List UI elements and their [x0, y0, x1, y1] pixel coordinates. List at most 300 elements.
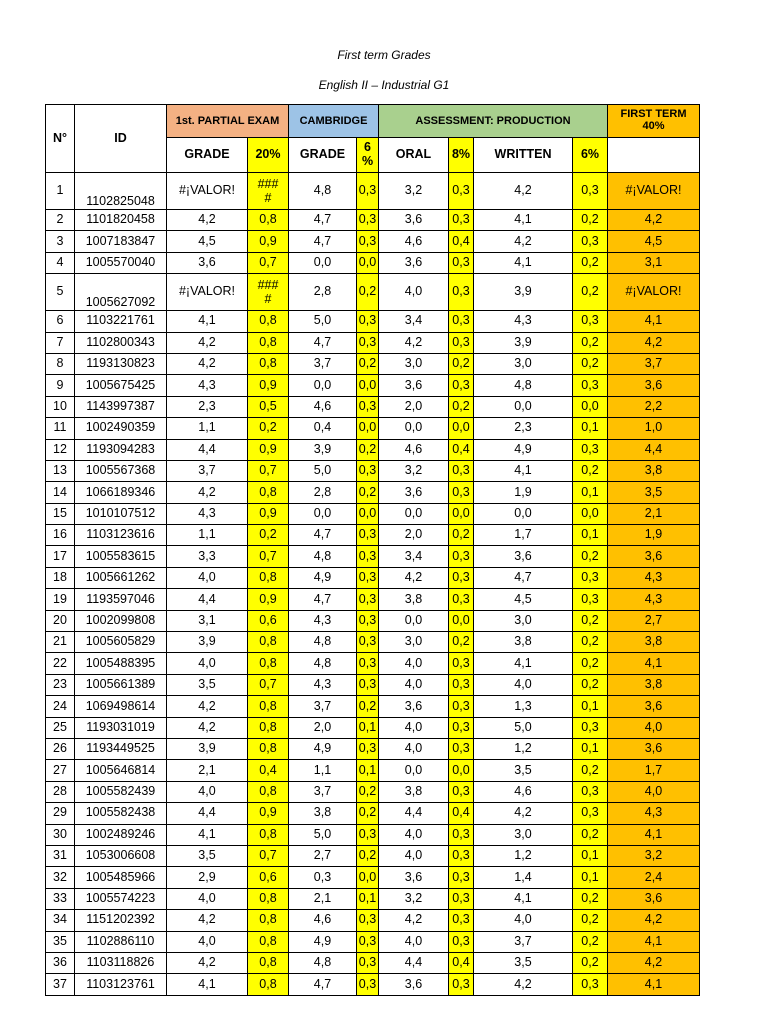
first-term-grade: 1,7: [608, 760, 700, 781]
oral-weighted: 0,3: [449, 738, 474, 759]
partial-grade: 2,9: [167, 867, 248, 888]
first-term-grade: 4,1: [608, 653, 700, 674]
written-grade: 1,2: [474, 738, 573, 759]
cambridge-grade: 0,0: [289, 375, 357, 396]
oral-weighted: 0,3: [449, 781, 474, 802]
written-weighted: 0,2: [573, 952, 608, 973]
written-weighted: 0,2: [573, 674, 608, 695]
row-number: 20: [46, 610, 75, 631]
cambridge-grade: 4,7: [289, 231, 357, 252]
cambridge-grade: 2,7: [289, 845, 357, 866]
first-term-grade: 3,6: [608, 696, 700, 717]
table-row: [46, 696, 700, 717]
student-id: 1005485966: [75, 867, 167, 888]
oral-grade: 4,0: [379, 931, 449, 952]
first-term-grade: 4,2: [608, 210, 700, 231]
student-id: 1103221761: [75, 311, 167, 332]
cambridge-grade: 5,0: [289, 824, 357, 845]
written-weighted: 0,1: [573, 696, 608, 717]
oral-grade: 3,6: [379, 210, 449, 231]
oral-weighted: 0,2: [449, 632, 474, 653]
header-id: ID: [75, 105, 167, 173]
cambridge-grade: 4,8: [289, 952, 357, 973]
table-row: [46, 353, 700, 374]
oral-grade: 3,2: [379, 888, 449, 909]
cambridge-weighted: 0,3: [357, 546, 379, 567]
header-oral: ORAL: [379, 138, 449, 173]
partial-grade: 4,2: [167, 210, 248, 231]
oral-grade: 4,0: [379, 674, 449, 695]
partial-weighted: 0,8: [248, 353, 289, 374]
partial-grade: 4,2: [167, 717, 248, 738]
written-weighted: 0,3: [573, 803, 608, 824]
partial-weighted: ### #: [248, 274, 289, 311]
oral-grade: 3,2: [379, 173, 449, 210]
student-id: 1102825048: [75, 173, 167, 210]
row-number: 26: [46, 738, 75, 759]
partial-grade: 1,1: [167, 525, 248, 546]
cambridge-weighted: 0,3: [357, 610, 379, 631]
oral-grade: 0,0: [379, 418, 449, 439]
written-grade: 3,9: [474, 332, 573, 353]
written-weighted: 0,1: [573, 867, 608, 888]
grades-table: [45, 104, 700, 996]
cambridge-weighted: 0,3: [357, 632, 379, 653]
student-id: 1005661389: [75, 674, 167, 695]
cambridge-weighted: 0,2: [357, 845, 379, 866]
oral-grade: 3,0: [379, 353, 449, 374]
table-row: [46, 525, 700, 546]
oral-weighted: 0,0: [449, 610, 474, 631]
partial-weighted: 0,7: [248, 460, 289, 481]
student-id: 1005582438: [75, 803, 167, 824]
oral-weighted: 0,3: [449, 845, 474, 866]
written-weighted: 0,2: [573, 910, 608, 931]
student-id: 1005488395: [75, 653, 167, 674]
first-term-grade: 2,2: [608, 396, 700, 417]
partial-weighted: 0,9: [248, 231, 289, 252]
partial-grade: 4,3: [167, 375, 248, 396]
student-id: 1005583615: [75, 546, 167, 567]
partial-weighted: 0,2: [248, 525, 289, 546]
written-grade: 4,1: [474, 460, 573, 481]
cambridge-weighted: 0,3: [357, 824, 379, 845]
written-weighted: 0,2: [573, 931, 608, 952]
partial-grade: 4,3: [167, 503, 248, 524]
student-id: 1005675425: [75, 375, 167, 396]
written-weighted: 0,3: [573, 231, 608, 252]
oral-weighted: 0,3: [449, 867, 474, 888]
cambridge-weighted: 0,3: [357, 332, 379, 353]
cambridge-grade: 5,0: [289, 311, 357, 332]
first-term-grade: 4,2: [608, 910, 700, 931]
row-number: 33: [46, 888, 75, 909]
partial-grade: 3,5: [167, 674, 248, 695]
header-grade: GRADE: [167, 138, 248, 173]
written-weighted: 0,3: [573, 375, 608, 396]
partial-weighted: ### #: [248, 173, 289, 210]
cambridge-grade: 0,0: [289, 503, 357, 524]
row-number: 1: [46, 173, 75, 210]
oral-grade: 4,2: [379, 567, 449, 588]
partial-grade: 4,5: [167, 231, 248, 252]
cambridge-weighted: 0,3: [357, 589, 379, 610]
table-row: [46, 274, 700, 311]
oral-weighted: 0,3: [449, 974, 474, 995]
row-number: 9: [46, 375, 75, 396]
row-number: 30: [46, 824, 75, 845]
oral-grade: 2,0: [379, 525, 449, 546]
partial-weighted: 0,2: [248, 418, 289, 439]
header-cambridge: CAMBRIDGE: [289, 105, 379, 138]
table-row: [46, 567, 700, 588]
cambridge-weighted: 0,3: [357, 931, 379, 952]
cambridge-weighted: 0,3: [357, 974, 379, 995]
written-grade: 0,0: [474, 396, 573, 417]
partial-weighted: 0,8: [248, 311, 289, 332]
partial-weighted: 0,7: [248, 845, 289, 866]
row-number: 7: [46, 332, 75, 353]
student-id: 1103123616: [75, 525, 167, 546]
cambridge-grade: 4,8: [289, 546, 357, 567]
page-subtitle: English II – Industrial G1: [318, 78, 450, 92]
table-row: [46, 503, 700, 524]
table-row: [46, 674, 700, 695]
row-number: 10: [46, 396, 75, 417]
first-term-grade: 4,3: [608, 567, 700, 588]
partial-weighted: 0,9: [248, 375, 289, 396]
student-id: 1002490359: [75, 418, 167, 439]
written-grade: 4,1: [474, 653, 573, 674]
partial-weighted: 0,8: [248, 632, 289, 653]
row-number: 29: [46, 803, 75, 824]
student-id: 1193130823: [75, 353, 167, 374]
written-weighted: 0,1: [573, 418, 608, 439]
cambridge-grade: 2,1: [289, 888, 357, 909]
first-term-grade: 2,1: [608, 503, 700, 524]
partial-grade: 4,1: [167, 974, 248, 995]
cambridge-grade: 4,9: [289, 931, 357, 952]
first-term-grade: 4,5: [608, 231, 700, 252]
first-term-grade: 3,2: [608, 845, 700, 866]
first-term-grade: 2,7: [608, 610, 700, 631]
first-term-grade: 2,4: [608, 867, 700, 888]
cambridge-weighted: 0,2: [357, 781, 379, 802]
student-id: 1005567368: [75, 460, 167, 481]
cambridge-weighted: 0,3: [357, 910, 379, 931]
first-term-grade: 4,1: [608, 311, 700, 332]
page-title: First term Grades: [337, 48, 431, 62]
partial-grade: 4,4: [167, 439, 248, 460]
header-first-term: FIRST TERM 40%: [608, 105, 700, 138]
oral-weighted: 0,3: [449, 460, 474, 481]
written-weighted: 0,2: [573, 460, 608, 481]
oral-weighted: 0,4: [449, 439, 474, 460]
partial-grade: 4,2: [167, 353, 248, 374]
partial-grade: 4,0: [167, 931, 248, 952]
partial-weighted: 0,9: [248, 503, 289, 524]
written-grade: 5,0: [474, 717, 573, 738]
cambridge-weighted: 0,3: [357, 396, 379, 417]
row-number: 19: [46, 589, 75, 610]
written-grade: 4,1: [474, 252, 573, 273]
oral-weighted: 0,3: [449, 717, 474, 738]
cambridge-weighted: 0,0: [357, 503, 379, 524]
written-grade: 4,2: [474, 173, 573, 210]
first-term-grade: 4,2: [608, 952, 700, 973]
cambridge-weighted: 0,2: [357, 353, 379, 374]
header-pct-6: 6 %: [357, 138, 379, 173]
row-number: 23: [46, 674, 75, 695]
written-grade: 3,0: [474, 824, 573, 845]
written-grade: 3,5: [474, 952, 573, 973]
oral-grade: 3,6: [379, 375, 449, 396]
partial-weighted: 0,8: [248, 482, 289, 503]
row-number: 24: [46, 696, 75, 717]
cambridge-weighted: 0,2: [357, 696, 379, 717]
row-number: 34: [46, 910, 75, 931]
written-grade: 3,7: [474, 931, 573, 952]
oral-grade: 3,8: [379, 781, 449, 802]
written-weighted: 0,2: [573, 252, 608, 273]
row-number: 27: [46, 760, 75, 781]
student-id: 1005646814: [75, 760, 167, 781]
oral-grade: 4,4: [379, 952, 449, 973]
cambridge-grade: 3,7: [289, 781, 357, 802]
student-id: 1002489246: [75, 824, 167, 845]
row-number: 17: [46, 546, 75, 567]
partial-weighted: 0,8: [248, 781, 289, 802]
partial-weighted: 0,8: [248, 824, 289, 845]
partial-grade: 4,2: [167, 332, 248, 353]
table-row: [46, 396, 700, 417]
partial-grade: 2,3: [167, 396, 248, 417]
partial-weighted: 0,8: [248, 696, 289, 717]
row-number: 16: [46, 525, 75, 546]
partial-weighted: 0,9: [248, 803, 289, 824]
row-number: 15: [46, 503, 75, 524]
cambridge-grade: 4,9: [289, 738, 357, 759]
written-grade: 1,2: [474, 845, 573, 866]
cambridge-weighted: 0,3: [357, 525, 379, 546]
cambridge-grade: 3,7: [289, 353, 357, 374]
row-number: 4: [46, 252, 75, 273]
table-row: [46, 610, 700, 631]
cambridge-grade: 5,0: [289, 460, 357, 481]
partial-grade: 4,4: [167, 589, 248, 610]
partial-grade: 4,1: [167, 824, 248, 845]
written-grade: 3,5: [474, 760, 573, 781]
oral-grade: 2,0: [379, 396, 449, 417]
row-number: 3: [46, 231, 75, 252]
first-term-grade: 3,6: [608, 546, 700, 567]
oral-weighted: 0,3: [449, 931, 474, 952]
oral-grade: 0,0: [379, 503, 449, 524]
student-id: 1193031019: [75, 717, 167, 738]
cambridge-weighted: 0,3: [357, 460, 379, 481]
oral-weighted: 0,3: [449, 546, 474, 567]
partial-grade: 1,1: [167, 418, 248, 439]
partial-weighted: 0,7: [248, 674, 289, 695]
student-id: 1005605829: [75, 632, 167, 653]
written-weighted: 0,2: [573, 210, 608, 231]
written-grade: 4,6: [474, 781, 573, 802]
partial-weighted: 0,9: [248, 439, 289, 460]
cambridge-grade: 4,3: [289, 674, 357, 695]
oral-weighted: 0,2: [449, 525, 474, 546]
written-weighted: 0,3: [573, 173, 608, 210]
table-row: [46, 738, 700, 759]
table-row: [46, 952, 700, 973]
written-weighted: 0,2: [573, 274, 608, 311]
student-id: 1102886110: [75, 931, 167, 952]
row-number: 13: [46, 460, 75, 481]
written-grade: 1,7: [474, 525, 573, 546]
first-term-grade: 4,0: [608, 717, 700, 738]
oral-weighted: 0,4: [449, 803, 474, 824]
cambridge-weighted: 0,2: [357, 803, 379, 824]
first-term-grade: 4,0: [608, 781, 700, 802]
row-number: 6: [46, 311, 75, 332]
written-weighted: 0,1: [573, 845, 608, 866]
student-id: 1193597046: [75, 589, 167, 610]
oral-weighted: 0,3: [449, 311, 474, 332]
partial-weighted: 0,8: [248, 931, 289, 952]
oral-grade: 0,0: [379, 760, 449, 781]
oral-grade: 3,6: [379, 974, 449, 995]
written-grade: 4,5: [474, 589, 573, 610]
header-cambridge-grade: GRADE: [289, 138, 357, 173]
cambridge-grade: 2,0: [289, 717, 357, 738]
table-row: [46, 311, 700, 332]
cambridge-grade: 0,3: [289, 867, 357, 888]
partial-weighted: 0,8: [248, 210, 289, 231]
header-pct-6b: 6%: [573, 138, 608, 173]
cambridge-grade: 0,4: [289, 418, 357, 439]
oral-grade: 3,6: [379, 867, 449, 888]
partial-grade: 4,2: [167, 952, 248, 973]
first-term-grade: 4,1: [608, 931, 700, 952]
oral-weighted: 0,3: [449, 567, 474, 588]
first-term-grade: 3,8: [608, 674, 700, 695]
written-weighted: 0,3: [573, 717, 608, 738]
written-weighted: 0,2: [573, 353, 608, 374]
first-term-grade: 3,7: [608, 353, 700, 374]
cambridge-weighted: 0,3: [357, 952, 379, 973]
written-weighted: 0,3: [573, 781, 608, 802]
table-row: [46, 781, 700, 802]
student-id: 1103118826: [75, 952, 167, 973]
written-grade: 1,9: [474, 482, 573, 503]
cambridge-grade: 4,8: [289, 632, 357, 653]
cambridge-grade: 2,8: [289, 482, 357, 503]
student-id: 1005570040: [75, 252, 167, 273]
partial-grade: 4,1: [167, 311, 248, 332]
cambridge-weighted: 0,2: [357, 482, 379, 503]
partial-weighted: 0,8: [248, 952, 289, 973]
written-grade: 4,9: [474, 439, 573, 460]
cambridge-weighted: 0,3: [357, 738, 379, 759]
oral-weighted: 0,3: [449, 653, 474, 674]
cambridge-grade: 3,7: [289, 696, 357, 717]
written-weighted: 0,1: [573, 482, 608, 503]
table-row: [46, 845, 700, 866]
first-term-grade: 4,4: [608, 439, 700, 460]
written-weighted: 0,3: [573, 311, 608, 332]
partial-weighted: 0,8: [248, 738, 289, 759]
first-term-grade: 3,8: [608, 632, 700, 653]
oral-grade: 4,6: [379, 231, 449, 252]
cambridge-weighted: 0,0: [357, 867, 379, 888]
partial-weighted: 0,6: [248, 610, 289, 631]
cambridge-grade: 4,7: [289, 589, 357, 610]
cambridge-weighted: 0,1: [357, 717, 379, 738]
partial-grade: 4,0: [167, 567, 248, 588]
first-term-grade: 3,5: [608, 482, 700, 503]
row-number: 36: [46, 952, 75, 973]
written-grade: 4,3: [474, 311, 573, 332]
oral-weighted: 0,0: [449, 503, 474, 524]
written-grade: 3,6: [474, 546, 573, 567]
partial-weighted: 0,6: [248, 867, 289, 888]
cambridge-grade: 4,7: [289, 332, 357, 353]
written-grade: 3,8: [474, 632, 573, 653]
cambridge-grade: 1,1: [289, 760, 357, 781]
table-row: [46, 632, 700, 653]
cambridge-grade: 4,9: [289, 567, 357, 588]
student-id: 1005661262: [75, 567, 167, 588]
oral-weighted: 0,3: [449, 173, 474, 210]
oral-grade: 4,0: [379, 717, 449, 738]
cambridge-weighted: 0,2: [357, 274, 379, 311]
cambridge-weighted: 0,3: [357, 231, 379, 252]
cambridge-weighted: 0,3: [357, 674, 379, 695]
oral-grade: 4,2: [379, 332, 449, 353]
partial-grade: 4,0: [167, 653, 248, 674]
partial-weighted: 0,8: [248, 332, 289, 353]
cambridge-weighted: 0,0: [357, 252, 379, 273]
partial-grade: 3,5: [167, 845, 248, 866]
table-row: [46, 231, 700, 252]
row-number: 37: [46, 974, 75, 995]
student-id: 1103123761: [75, 974, 167, 995]
oral-weighted: 0,4: [449, 952, 474, 973]
written-grade: 4,8: [474, 375, 573, 396]
header-empty: [608, 138, 700, 173]
oral-weighted: 0,3: [449, 824, 474, 845]
table-row: [46, 173, 700, 210]
cambridge-grade: 4,7: [289, 974, 357, 995]
row-number: 5: [46, 274, 75, 311]
partial-grade: 4,0: [167, 888, 248, 909]
student-id: 1005582439: [75, 781, 167, 802]
oral-weighted: 0,0: [449, 418, 474, 439]
partial-grade: 3,3: [167, 546, 248, 567]
partial-weighted: 0,8: [248, 910, 289, 931]
row-number: 2: [46, 210, 75, 231]
header-number: N°: [46, 105, 75, 173]
written-weighted: 0,1: [573, 738, 608, 759]
oral-weighted: 0,3: [449, 210, 474, 231]
first-term-grade: 1,9: [608, 525, 700, 546]
first-term-grade: 1,0: [608, 418, 700, 439]
partial-grade: 4,2: [167, 910, 248, 931]
written-weighted: 0,3: [573, 439, 608, 460]
cambridge-weighted: 0,3: [357, 210, 379, 231]
oral-grade: 4,2: [379, 910, 449, 931]
oral-grade: 4,0: [379, 738, 449, 759]
table-row: [46, 803, 700, 824]
